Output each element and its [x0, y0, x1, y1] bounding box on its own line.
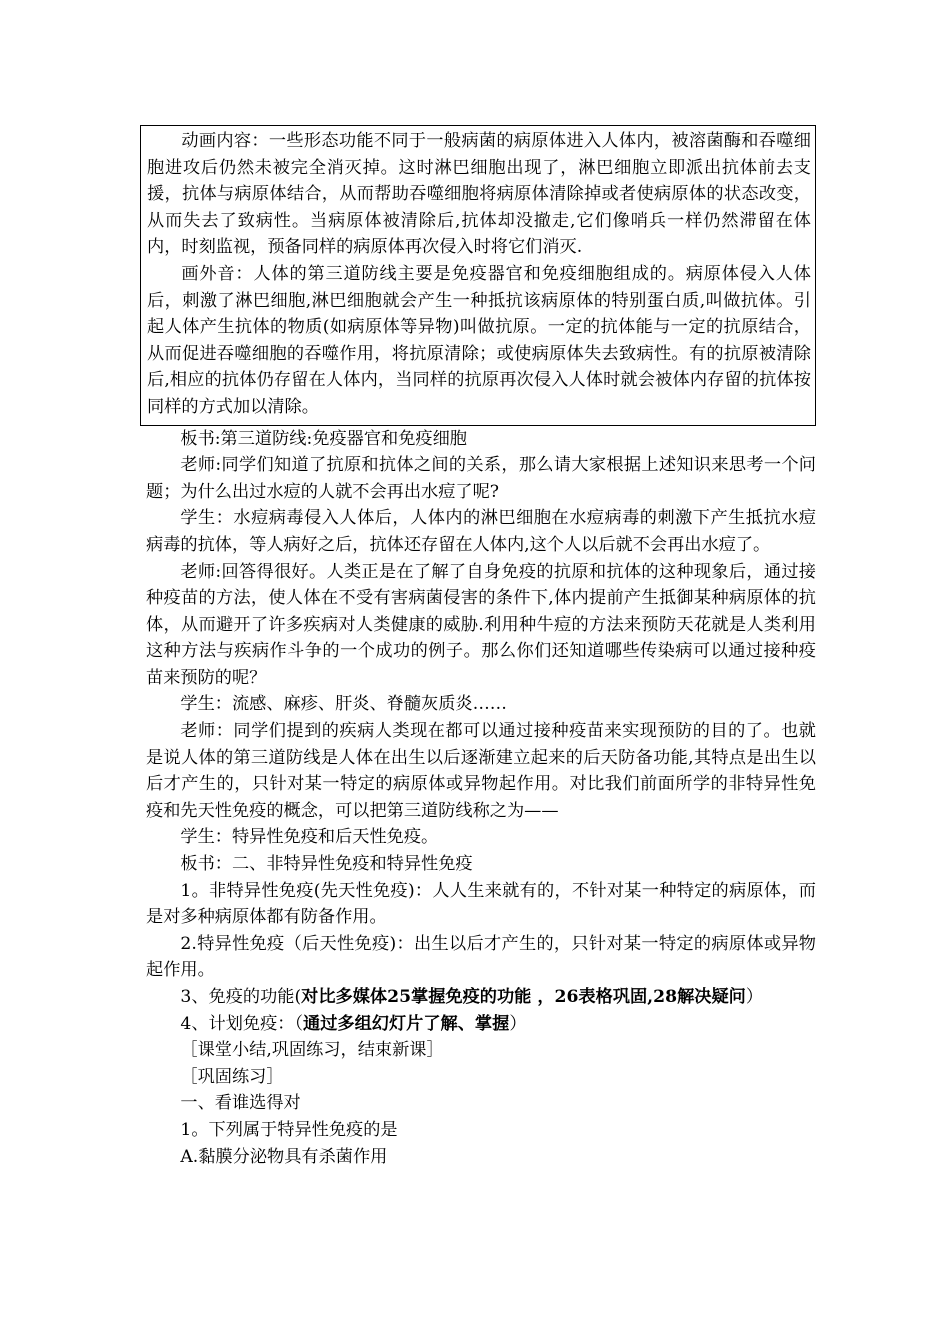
voiceover-paragraph: 画外音：人体的第三道防线主要是免疫器官和免疫细胞组成的。病原体侵入人体后，刺激了淋巴细胞,淋巴细胞就会产生一种抵抗该病原体的特别蛋白质,叫做抗体。引起人体产生抗体的物质(如病原体等异物)叫做抗原。一定的抗体能与一定的抗原结合，从而促进吞噬细胞的吞噬作用，将抗原清除；或使病原体失去致病性。有的抗原被清除后,相应的抗体仍存留在人体内，当同样的抗原再次侵入人体时就会被体内存留的抗体按同样的方式加以清除。 — [147, 263, 811, 417]
paragraph: 板书：二、非特异性免疫和特异性免疫 — [180, 854, 473, 875]
paragraph: 板书:第三道防线:免疫器官和免疫细胞 — [180, 428, 467, 449]
planned-immunization-end: ） — [509, 1013, 527, 1034]
paragraph: A.黏膜分泌物具有杀菌作用 — [180, 1146, 388, 1167]
paragraph: 学生：特异性免疫和后天性免疫。 — [180, 827, 439, 848]
paragraph: 老师:回答得很好。人类正是在了解了自身免疫的抗原和抗体的这种现象后，通过接种疫苗的方法，使人体在不受有害病菌侵害的条件下,体内提前产生抵御某种病原体的抗体，从而避开了许多疾病对人类健康的威胁.利用种牛痘的方法来预防天花就是人类利用这种方法与疾病作斗争的一个成功的例子。那么你们还知道哪些传染病可以通过接种疫苗来预防的呢？ — [146, 561, 816, 688]
paragraph: 老师:同学们知道了抗原和抗体之间的关系，那么请大家根据上述知识来思考一个问题；为什么出过水痘的人就不会再出水痘了呢? — [146, 455, 816, 502]
paragraph: 学生：水痘病毒侵入人体后，人体内的淋巴细胞在水痘病毒的刺激下产生抵抗水痘病毒的抗体，等人病好之后，抗体还存留在人体内,这个人以后就不会再出水痘了。 — [146, 508, 816, 555]
immune-function-label: 3、免疫的功能( — [180, 987, 302, 1007]
lesson-body — [140, 426, 816, 1171]
paragraph: 学生：流感、麻疹、肝炎、脊髓灰质炎…… — [180, 694, 507, 715]
paragraph: 1。非特异性免疫(先天性免疫)：人人生来就有的，不针对某一种特定的病原体，而是对多种病原体都有防备作用。 — [146, 880, 816, 928]
immune-function-end: ） — [745, 987, 764, 1007]
document-page — [140, 125, 816, 1170]
immune-function-line — [146, 984, 816, 1011]
paragraph: 1。下列属于特异性免疫的是 — [180, 1119, 398, 1140]
immune-function-note: 对比多媒体25掌握免疫的功能 ，26表格巩固,28解决疑问 — [301, 987, 746, 1007]
planned-immunization-label: 4、计划免疫：（ — [180, 1013, 304, 1034]
paragraph: 一、看谁选得对 — [180, 1093, 301, 1114]
animation-box — [140, 125, 816, 426]
planned-immunization-line — [146, 1011, 816, 1038]
planned-immunization-note: 通过多组幻灯片了解、掌握 — [303, 1013, 510, 1034]
paragraph: 2.特异性免疫（后天性免疫)：出生以后才产生的，只针对某一特定的病原体或异物起作用。 — [146, 933, 816, 981]
paragraph: ［课堂小结,巩固练习，结束新课］ — [180, 1040, 444, 1061]
paragraph: 老师：同学们提到的疾病人类现在都可以通过接种疫苗来实现预防的目的了。也就是说人体的第三道防线是人体在出生以后逐渐建立起来的后天防备功能,其特点是出生以后才产生的，只针对某一特定的病原体或异物起作用。对比我们前面所学的非特异性免疫和先天性免疫的概念，可以把第三道防线称之为—— — [146, 721, 816, 821]
paragraph: ［巩固练习］ — [180, 1066, 284, 1087]
animation-paragraph: 动画内容：一些形态功能不同于一般病菌的病原体进入人体内，被溶菌酶和吞噬细胞进攻后仍然未被完全消灭掉。这时淋巴细胞出现了，淋巴细胞立即派出抗体前去支援，抗体与病原体结合，从而帮助吞噬细胞将病原体清除掉或者使病原体的状态改变，从而失去了致病性。当病原体被清除后,抗体却没撤走,它们像哨兵一样仍然滞留在体内，时刻监视，预备同样的病原体再次侵入时将它们消灭. — [147, 131, 811, 258]
